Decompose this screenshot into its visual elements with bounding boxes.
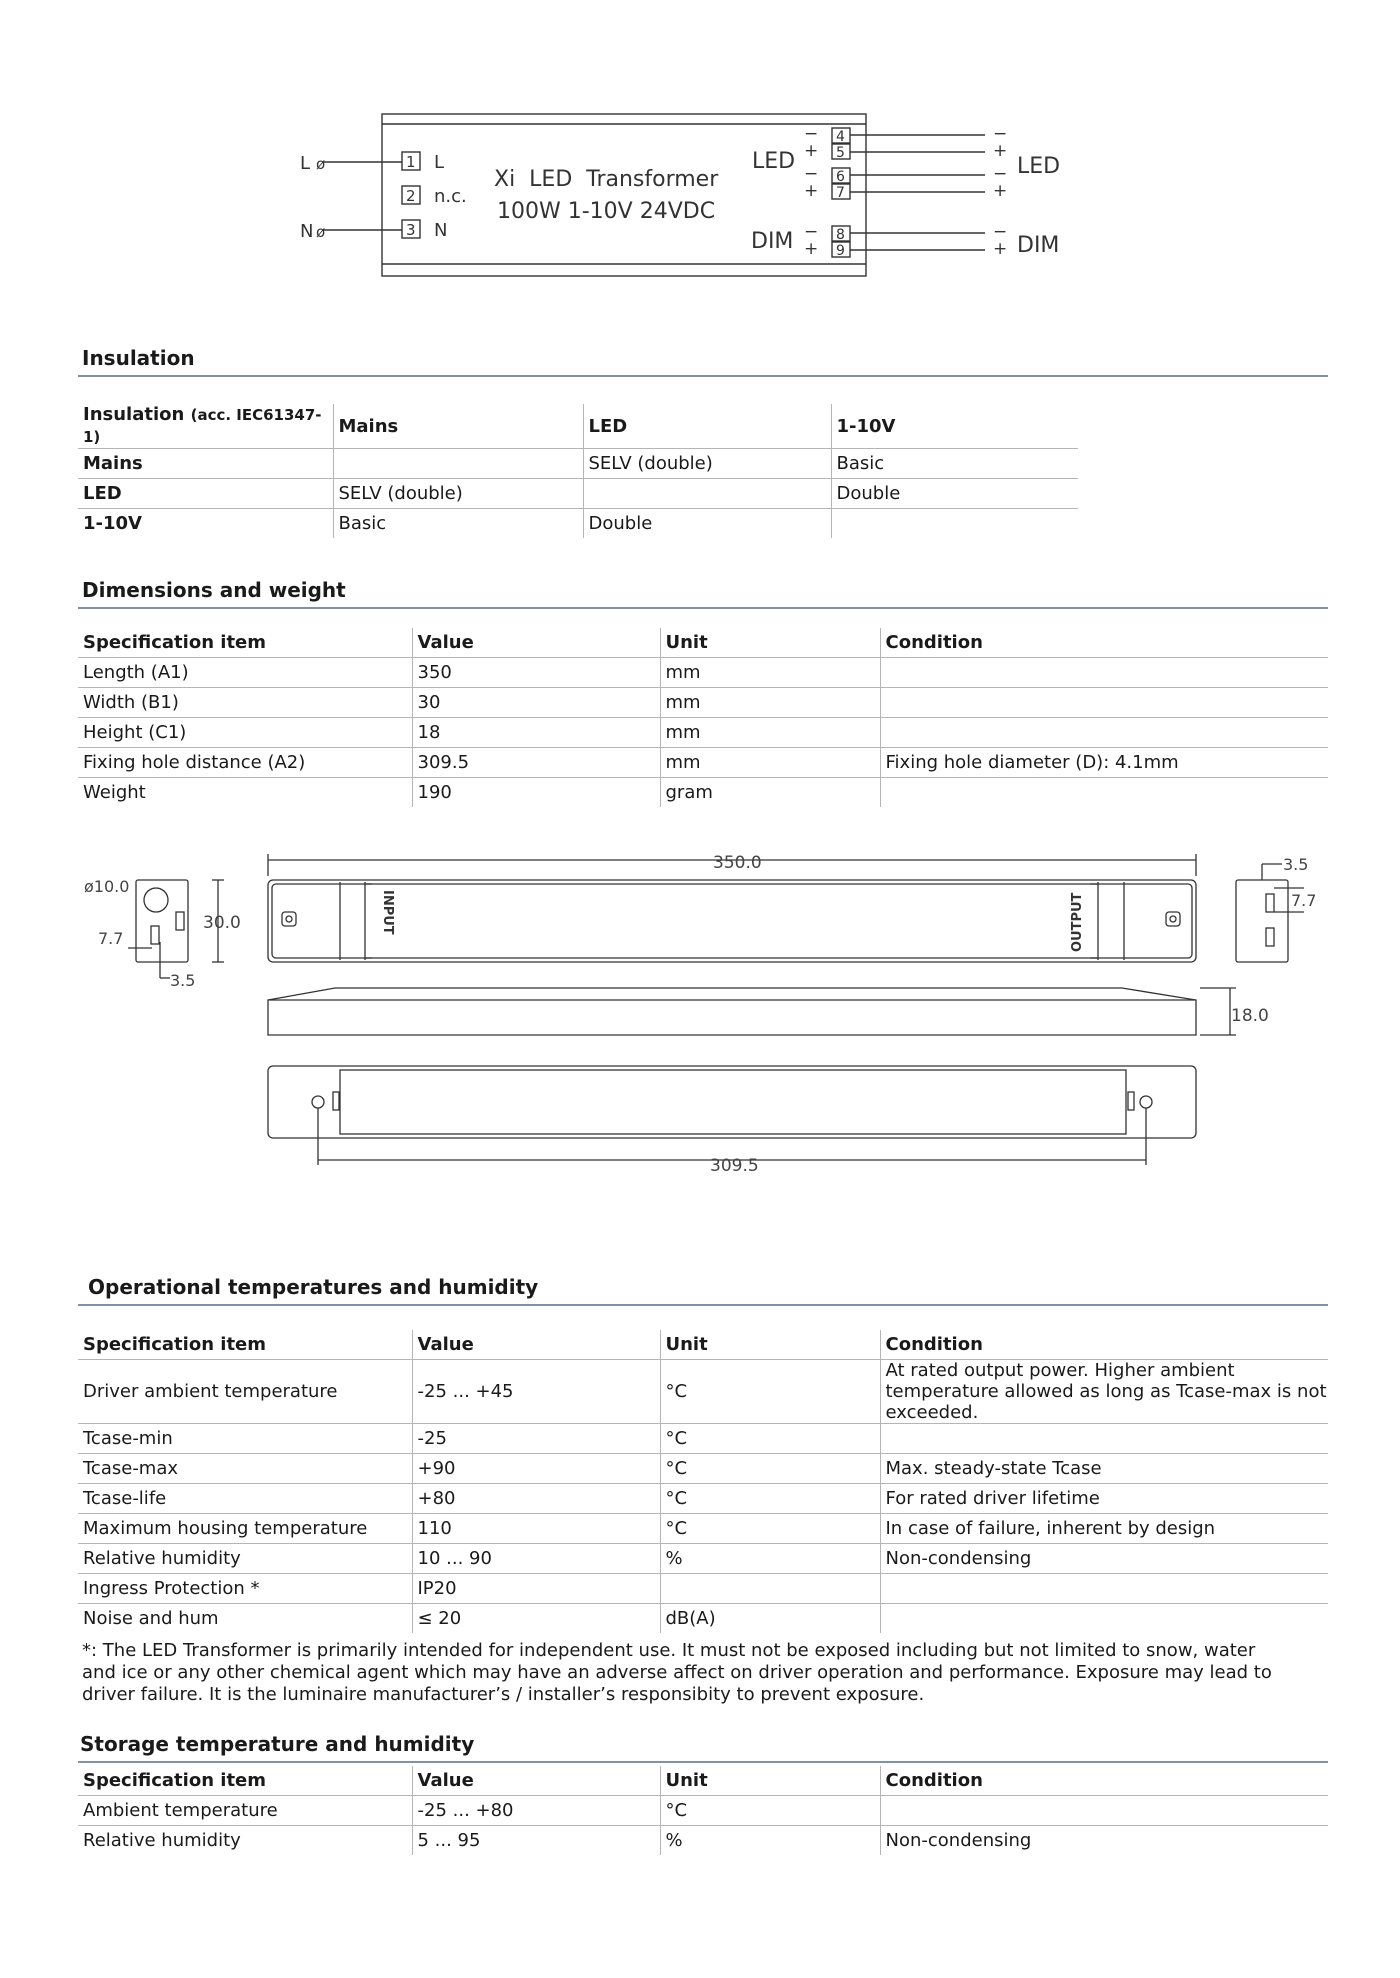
spec-condition: Non-condensing [880,1826,1328,1856]
table-row [78,1330,1328,1360]
terminal-l-label: L [300,153,311,174]
pin-9-number: 9 [836,243,845,259]
pin-1-number: 1 [406,153,416,171]
spec-unit: % [660,1544,880,1574]
spec-unit: dB(A) [660,1604,880,1634]
pin-8-sign: − [804,222,819,242]
pin-3-label: N [434,220,448,241]
pin-7-sign: + [804,181,819,201]
dim-outside-label: DIM [1017,233,1060,258]
storage-section-rule [78,1761,1328,1763]
out-led2-minus: − [993,164,1008,184]
left-3-5-label: 3.5 [170,971,196,990]
spec-value: -25 ... +80 [412,1796,660,1826]
table-row [78,718,1328,748]
spec-condition [880,718,1328,748]
column-header: Value [412,628,660,658]
table-row [78,1574,1328,1604]
pin-2-number: 2 [406,187,416,205]
height-dimension-label: 18.0 [1231,1006,1269,1026]
left-7-7-label: 7.7 [98,929,124,948]
insulation-table [78,404,1078,538]
pin-5-number: 5 [836,145,845,161]
pin-7-number: 7 [836,185,845,201]
terminal-n-label: N [300,221,314,242]
spec-item: Relative humidity [83,1830,241,1851]
spec-condition [880,1604,1328,1634]
column-header: Value [412,1330,660,1360]
spec-item: Width (B1) [78,688,412,718]
spec-item: Weight [83,782,146,803]
spec-value: -25 ... +45 [412,1360,660,1424]
spec-condition: For rated driver lifetime [880,1484,1328,1514]
table-row [78,1604,1328,1634]
insulation-header-label: Insulation [83,404,185,425]
insulation-section-rule [78,375,1328,377]
output-label: OUTPUT [1070,892,1085,952]
length-dimension-label: 350.0 [713,853,762,873]
insulation-header-note: (acc. IEC61347-1) [83,406,322,446]
spec-item: Ingress Protection * [78,1574,412,1604]
right-7-7-label: 7.7 [1291,891,1317,910]
spec-condition [880,778,1328,808]
dimensions-section-rule [78,607,1328,609]
spec-item: Tcase-min [78,1424,412,1454]
spec-unit: °C [660,1360,880,1424]
spec-item: Ambient temperature [78,1796,412,1826]
table-row [78,509,1078,539]
wiring-diagram [0,0,1400,300]
spec-unit: mm [660,658,880,688]
spec-value: 10 ... 90 [412,1544,660,1574]
spec-item: Driver ambient temperature [78,1360,412,1424]
column-header: Specification item [78,1766,412,1796]
spec-value: 30 [412,688,660,718]
terminal-n-symbol: ø [316,223,326,241]
insulation-header-1-10v: 1-10V [831,404,1078,449]
width-dimension-label: 30.0 [203,913,241,933]
insulation-cell: Basic [333,509,583,539]
spec-item: Tcase-max [78,1454,412,1484]
pin-6-sign: − [804,164,819,184]
input-label: INPUT [380,890,395,935]
spec-condition: Fixing hole diameter (D): 4.1mm [880,748,1328,778]
spec-value: 190 [412,778,660,808]
insulation-header-cell [78,404,333,449]
column-header: Specification item [78,1330,412,1360]
spec-value: IP20 [412,1574,660,1604]
insulation-cell [831,509,1078,539]
insulation-cell [333,449,583,479]
table-row [78,449,1078,479]
spec-condition [880,1424,1328,1454]
insulation-cell: Double [583,509,831,539]
led-outside-label: LED [1017,154,1061,179]
transformer-title-line1: Xi LED Transformer [494,167,719,192]
spec-condition [880,1574,1328,1604]
pin-9-sign: + [804,239,819,259]
spec-item: Length (A1) [78,658,412,688]
right-3-5-label: 3.5 [1283,855,1309,874]
spec-item: Maximum housing temperature [78,1514,412,1544]
out-led1-plus: + [993,141,1008,161]
insulation-cell: Basic [831,449,1078,479]
spec-unit: °C [660,1796,880,1826]
table-row [78,1360,1328,1424]
table-row [78,479,1078,509]
spec-value: +90 [412,1454,660,1484]
column-header: Condition [880,1766,1328,1796]
storage-section-title: Storage temperature and humidity [80,1732,475,1756]
mechanical-drawing [0,830,1400,1190]
table-row [78,1454,1328,1484]
out-led2-plus: + [993,181,1008,201]
insulation-row-head: 1-10V [83,513,142,534]
insulation-cell: Double [831,479,1078,509]
operational-section-rule [78,1304,1328,1306]
insulation-header-mains: Mains [333,404,583,449]
spec-unit [660,1574,880,1604]
operational-section-title: Operational temperatures and humidity [88,1275,539,1299]
table-row [78,748,1328,778]
spec-condition: Non-condensing [880,1544,1328,1574]
table-row [78,1826,1328,1856]
footnote: *: The LED Transformer is primarily intended for independent use. It must not be exposed including but not limited to snow, water and ice or any other chemical agent which may have an adverse affect on driver operation and performance. Exposure may lead to driver failure. It is the luminaire manufacturer’s / installer’s responsibity to prevent exposure. [82,1640,1272,1705]
spec-item: Noise and hum [83,1608,219,1629]
spec-unit: mm [660,718,880,748]
column-header: Condition [880,1330,1328,1360]
table-row [78,1484,1328,1514]
dim-inside-label: DIM [751,229,794,254]
insulation-section-title: Insulation [82,346,195,370]
dimensions-table [78,628,1328,807]
table-row [78,688,1328,718]
pin-3-number: 3 [406,221,416,239]
spec-value: 5 ... 95 [412,1826,660,1856]
spec-unit: % [660,1826,880,1856]
spec-condition [880,658,1328,688]
insulation-cell [583,479,831,509]
terminal-l-symbol: ø [316,155,326,173]
insulation-row-head: LED [78,479,333,509]
column-header: Unit [660,1766,880,1796]
pin-1-label: L [434,152,445,173]
table-row [78,1544,1328,1574]
spec-value: +80 [412,1484,660,1514]
spec-condition: In case of failure, inherent by design [880,1514,1328,1544]
led-inside-label: LED [752,149,796,174]
insulation-row-head: Mains [78,449,333,479]
spec-value: -25 [412,1424,660,1454]
table-row [78,1514,1328,1544]
table-row [78,1766,1328,1796]
spec-value: 350 [412,658,660,688]
insulation-header-led: LED [583,404,831,449]
spec-value: 110 [412,1514,660,1544]
spec-unit: °C [660,1514,880,1544]
column-header: Specification item [78,628,412,658]
table-row [78,404,1078,449]
spec-unit: mm [660,688,880,718]
spec-condition [880,688,1328,718]
insulation-cell: SELV (double) [583,449,831,479]
hole-diameter-label: ø10.0 [84,877,130,896]
table-row [78,1424,1328,1454]
insulation-cell: SELV (double) [333,479,583,509]
spec-item: Tcase-life [78,1484,412,1514]
transformer-title-line2: 100W 1-10V 24VDC [497,199,716,224]
column-header: Unit [660,1330,880,1360]
out-dim-minus: − [993,222,1008,242]
operational-table [78,1330,1328,1633]
dimensions-section-title: Dimensions and weight [82,578,346,602]
pin-2-label: n.c. [434,186,467,207]
table-row [78,1796,1328,1826]
pin-6-number: 6 [836,169,845,185]
spec-unit: mm [660,748,880,778]
out-dim-plus: + [993,239,1008,259]
spec-value: 18 [412,718,660,748]
spec-value: 309.5 [412,748,660,778]
spec-condition [880,1796,1328,1826]
pin-8-number: 8 [836,227,845,243]
out-led1-minus: − [993,124,1008,144]
spec-condition: Max. steady-state Tcase [880,1454,1328,1484]
spec-unit: gram [660,778,880,808]
column-header: Value [412,1766,660,1796]
table-row [78,628,1328,658]
table-row [78,658,1328,688]
pin-5-sign: + [804,141,819,161]
spec-condition: At rated output power. Higher ambient temperature allowed as long as Tcase-max is not exceeded. [880,1360,1328,1424]
spec-unit: °C [660,1454,880,1484]
spec-value: ≤ 20 [412,1604,660,1634]
spec-unit: °C [660,1484,880,1514]
storage-table [78,1766,1328,1855]
spec-item: Fixing hole distance (A2) [78,748,412,778]
table-row [78,778,1328,808]
column-header: Condition [880,628,1328,658]
spec-item: Height (C1) [78,718,412,748]
pin-4-number: 4 [836,129,845,145]
spec-item: Relative humidity [78,1544,412,1574]
pin-4-sign: − [804,124,819,144]
column-header: Unit [660,628,880,658]
spec-unit: °C [660,1424,880,1454]
hole-distance-label: 309.5 [710,1156,759,1176]
